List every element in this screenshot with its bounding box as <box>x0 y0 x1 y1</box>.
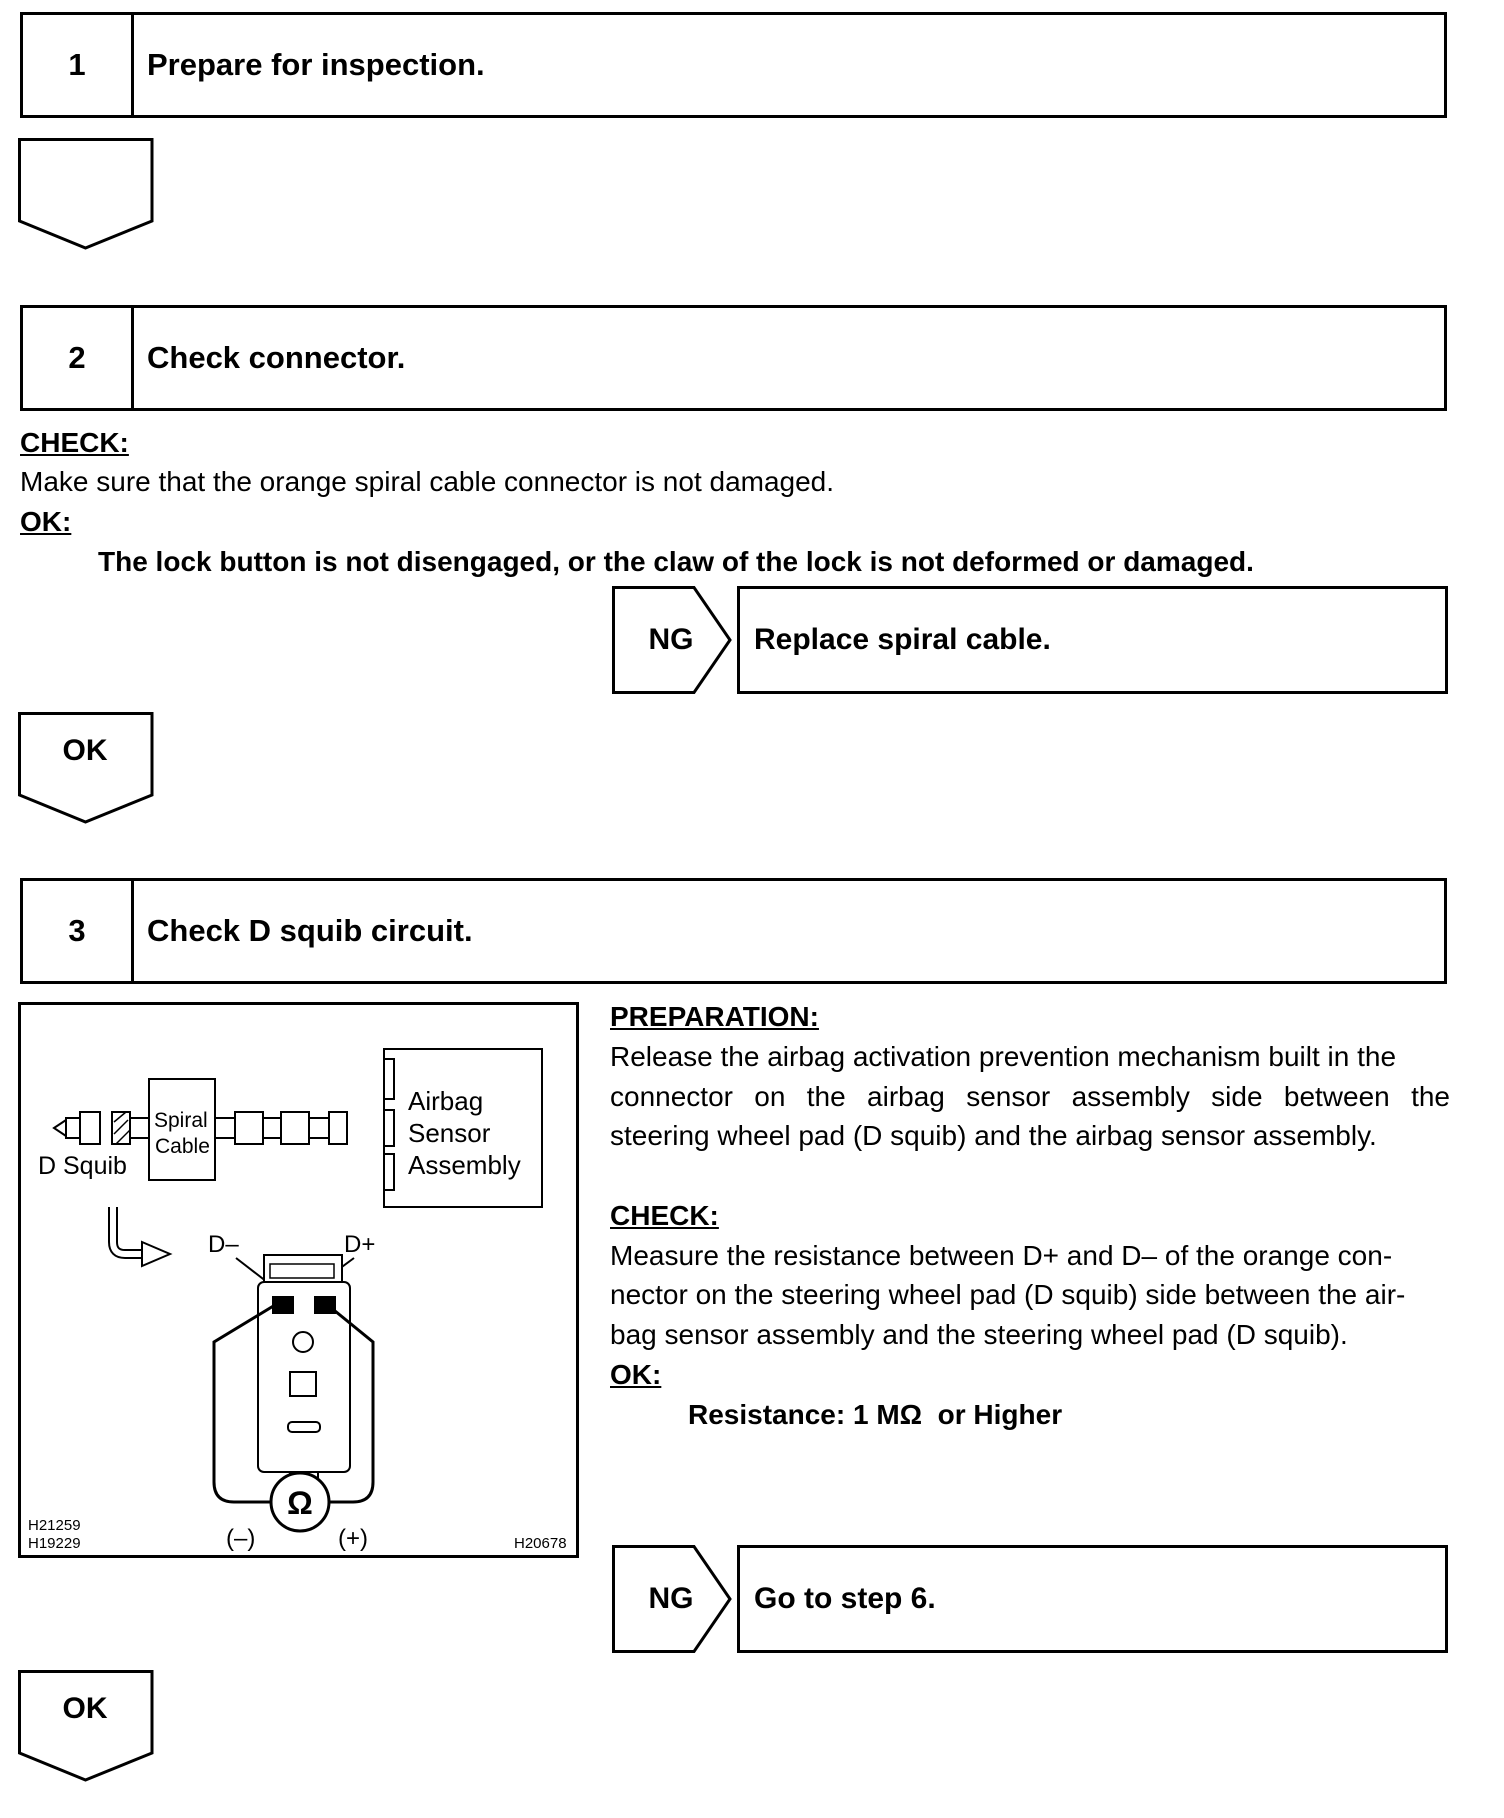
down-arrow-icon <box>18 712 158 827</box>
step-2-header <box>20 305 1447 411</box>
ok-heading: OK: <box>610 1359 662 1390</box>
ng-action: Replace spiral cable. <box>754 623 1051 656</box>
ok-arrow-label: OK <box>62 1692 108 1725</box>
step-3-header <box>20 878 1447 984</box>
check-heading: CHECK: <box>20 427 129 458</box>
ng-label: NG <box>648 623 694 656</box>
step-number: 1 <box>23 15 134 115</box>
d-plus-label: D+ <box>344 1231 376 1258</box>
step-title: Check D squib circuit. <box>147 913 473 948</box>
ok-heading: OK: <box>20 506 72 537</box>
ng-label: NG <box>648 1582 694 1615</box>
ok-criteria: Resistance: 1 MΩ or Higher <box>688 1399 1063 1430</box>
continue-arrow-1 <box>18 138 158 253</box>
down-arrow-icon <box>18 1670 158 1785</box>
step-number: 2 <box>23 308 134 408</box>
ng-action: Go to step 6. <box>754 1582 936 1615</box>
step-title: Check connector. <box>147 340 406 375</box>
preparation-line-1: Release the airbag activation prevention mechanism built in the <box>610 1041 1397 1072</box>
squib-circuit-figure <box>18 1002 579 1558</box>
ng-arrow-icon <box>612 1545 1452 1653</box>
check-line-1: Measure the resistance between D+ and D– of the orange con- <box>610 1240 1393 1271</box>
check-line-3: bag sensor assembly and the steering wheel pad (D squib). <box>610 1319 1348 1350</box>
preparation-line-2: connector on the airbag sensor assembly side between the <box>610 1081 1450 1112</box>
airbag-label-2: Sensor <box>408 1118 491 1148</box>
pos-terminal-label: (+) <box>338 1525 368 1552</box>
neg-terminal-label: (–) <box>226 1525 256 1552</box>
ng-branch-step3 <box>612 1545 1452 1653</box>
airbag-label-3: Assembly <box>408 1150 521 1180</box>
ok-criteria: The lock button is not disengaged, or the claw of the lock is not deformed or damaged. <box>98 546 1254 577</box>
ok-arrow-step3 <box>18 1670 158 1785</box>
check-line-2: nector on the steering wheel pad (D squib) side between the air- <box>610 1279 1406 1310</box>
step-number: 3 <box>23 881 134 981</box>
ok-arrow-label: OK <box>62 734 108 767</box>
circuit-diagram <box>18 1002 579 1558</box>
ohm-meter-icon: Ω <box>287 1485 313 1521</box>
spiral-label-2: Cable <box>155 1135 210 1158</box>
spiral-label-1: Spiral <box>154 1109 208 1132</box>
preparation-heading: PREPARATION: <box>610 1001 819 1032</box>
ng-branch-step2 <box>612 586 1452 694</box>
d-minus-label: D– <box>208 1231 239 1258</box>
figure-code-3: H20678 <box>514 1535 567 1552</box>
step-1-header <box>20 12 1447 118</box>
preparation-line-3: steering wheel pad (D squib) and the airbag sensor assembly. <box>610 1120 1377 1151</box>
figure-code-1: H21259 <box>28 1517 81 1534</box>
figure-code-2: H19229 <box>28 1535 81 1552</box>
airbag-label-1: Airbag <box>408 1086 484 1116</box>
check-heading: CHECK: <box>610 1200 719 1231</box>
step-title: Prepare for inspection. <box>147 47 485 82</box>
ok-arrow-step2 <box>18 712 158 827</box>
d-squib-label: D Squib <box>38 1152 127 1180</box>
down-arrow-icon <box>18 138 158 253</box>
check-text: Make sure that the orange spiral cable connector is not damaged. <box>20 466 835 497</box>
